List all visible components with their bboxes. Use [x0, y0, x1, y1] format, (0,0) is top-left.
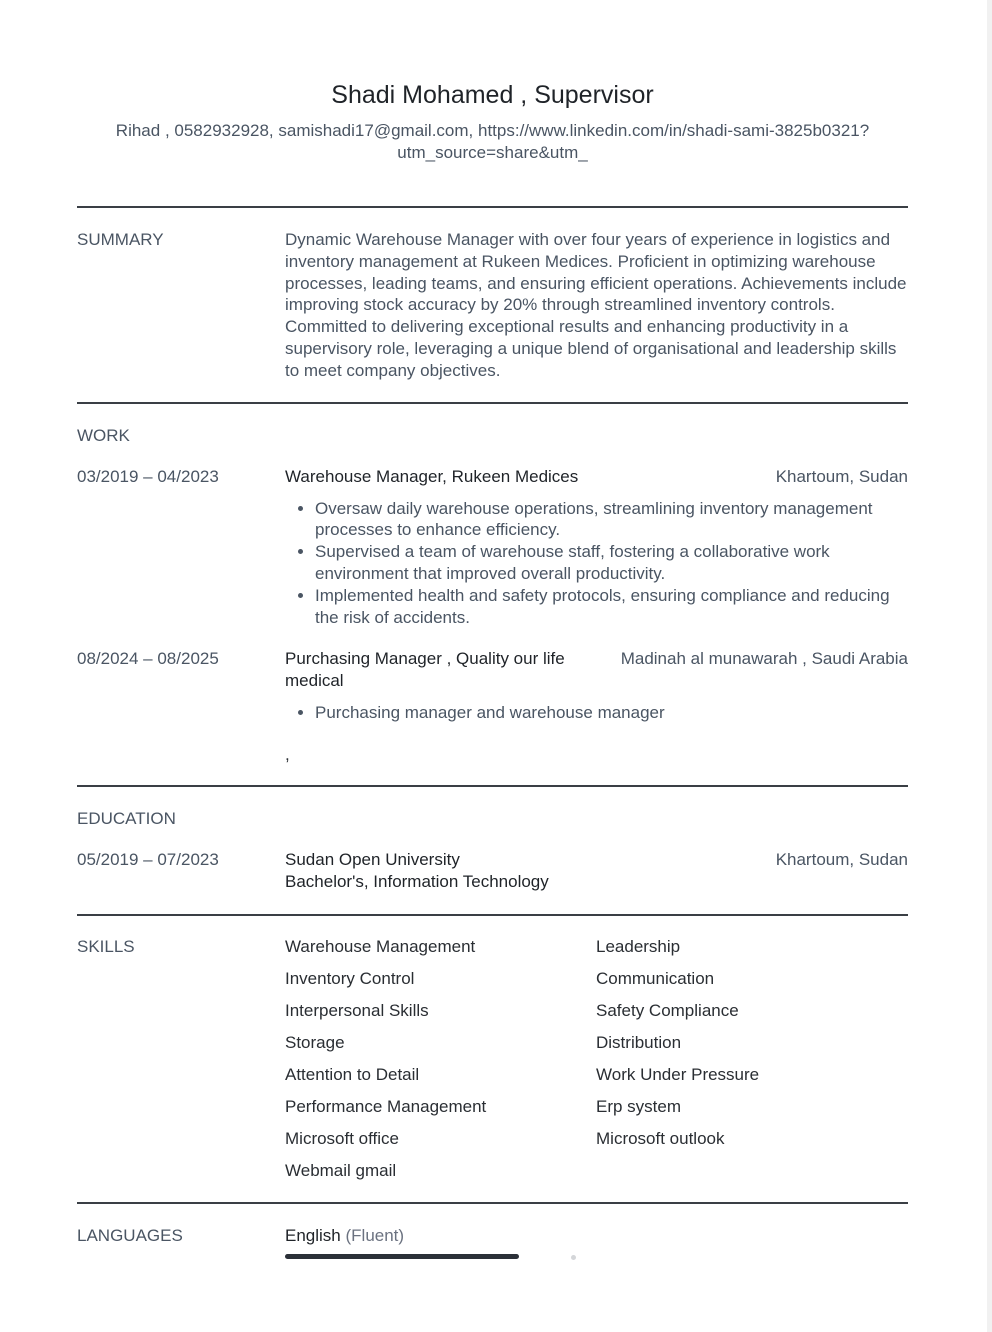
resume-page: [77, 0, 908, 1261]
work-bullet: • Implemented health and safety protocols, ensuring compliance and reducing the risk of accidents.: [315, 585, 908, 629]
skills-list: [285, 936, 908, 1182]
skill-item: Work Under Pressure: [596, 1065, 760, 1085]
language-item: [285, 1225, 908, 1247]
summary-section: [77, 208, 908, 402]
summary-label: SUMMARY: [77, 230, 164, 249]
language-level: (Fluent): [345, 1226, 405, 1246]
contact-info: [77, 120, 908, 164]
languages-section: [77, 1204, 908, 1261]
languages-label: LANGUAGES: [77, 1226, 183, 1246]
language-name: English: [285, 1226, 341, 1246]
language-proficiency-bar: [285, 1253, 585, 1261]
skill-item: Communication: [596, 969, 715, 989]
education-entry: [77, 849, 908, 893]
education-section: [77, 787, 908, 893]
language-bar-dot: [571, 1255, 576, 1260]
work-bullets: [285, 702, 908, 724]
skill-item: Microsoft outlook: [596, 1129, 725, 1149]
skill-item: Performance Management: [285, 1097, 487, 1117]
contact-line-1: Rihad , 0582932928, samishadi17@gmail.com, https://www.linkedin.com/in/shadi-sami-3825b0321?: [115, 121, 870, 140]
education-location: Khartoum, Sudan: [775, 850, 908, 870]
skill-item: Warehouse Management: [285, 937, 476, 957]
education-label: EDUCATION: [77, 809, 176, 829]
skills-section: [77, 916, 908, 1202]
work-label: WORK: [77, 425, 130, 445]
skills-label: SKILLS: [77, 937, 135, 957]
page-edge: [987, 0, 992, 1332]
skill-item: Interpersonal Skills: [285, 1001, 429, 1021]
work-entry: [77, 648, 908, 766]
work-dates: 08/2024 – 08/2025: [77, 649, 219, 669]
skill-item: Storage: [285, 1033, 345, 1053]
work-bullet: • Supervised a team of warehouse staff, fostering a collaborative work environment that improved overall productivity.: [315, 541, 908, 585]
work-entry: [77, 466, 908, 629]
language-bar-fill: [285, 1254, 519, 1259]
education-dates: 05/2019 – 07/2023: [77, 850, 219, 870]
education-degree: Bachelor's, Information Technology: [285, 872, 549, 892]
resume-header: [77, 0, 908, 164]
work-title: Warehouse Manager, Rukeen Medices: [285, 466, 579, 486]
skill-item: Microsoft office: [285, 1129, 400, 1149]
skill-item: Attention to Detail: [285, 1065, 420, 1085]
skill-item: Distribution: [596, 1033, 682, 1053]
summary-text: Dynamic Warehouse Manager with over four years of experience in logistics and inventory management at Rukeen Medices. Proficient in optimizing warehouse processes, leading teams, and ensuring efficient operations. Achievements include improving stock accuracy by 20% through streamlined inventory controls. Committed to delivering exceptional results and enhancing productivity in a supervisory role, leveraging a unique blend of organisational and leadership skills to meet company objectives.: [285, 230, 907, 380]
candidate-name: Shadi Mohamed , Supervisor: [331, 81, 654, 109]
education-institution: Sudan Open University: [285, 850, 460, 870]
work-location: Madinah al munawarah , Saudi Arabia: [620, 649, 908, 669]
work-bullets: [285, 498, 908, 629]
work-dates: 03/2019 – 04/2023: [77, 466, 219, 486]
skill-item: Leadership: [596, 937, 681, 957]
work-bullet: • Purchasing manager and warehouse manager: [315, 702, 908, 724]
work-trailing-text: ,: [285, 745, 290, 765]
work-title: Purchasing Manager , Quality our life medical: [285, 649, 565, 691]
skill-item: Webmail gmail: [285, 1161, 397, 1181]
skill-item: Erp system: [596, 1097, 682, 1117]
skill-item: Inventory Control: [285, 969, 415, 989]
work-section: [77, 404, 908, 767]
contact-line-2: utm_source=share&utm_: [397, 143, 588, 162]
work-location: Khartoum, Sudan: [775, 466, 908, 486]
skill-item: Safety Compliance: [596, 1001, 739, 1021]
work-bullet: • Oversaw daily warehouse operations, streamlining inventory management processes to enhance efficiency.: [315, 498, 908, 542]
